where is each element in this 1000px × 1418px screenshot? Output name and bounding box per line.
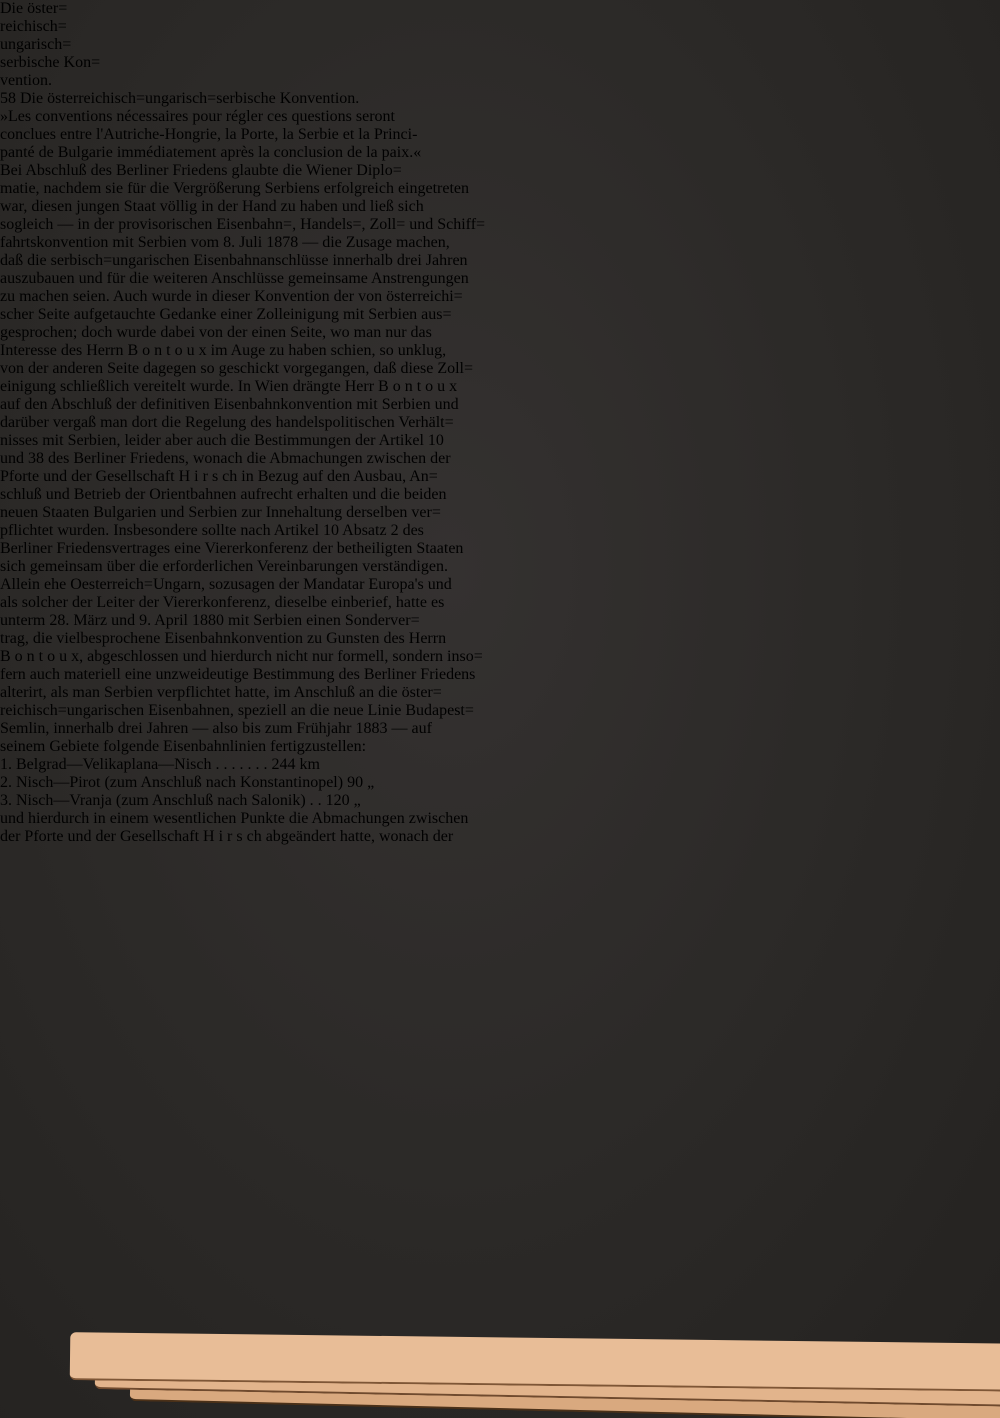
margin-note-line: Die öster= xyxy=(0,0,68,17)
dot-leader: . . xyxy=(309,792,322,809)
text-line: sogleich — in der provisorischen Eisenbahn=, Handels=, Zoll= und Schiff= xyxy=(0,216,486,233)
left-page-edges xyxy=(28,58,80,1388)
text-line: war, diesen jungen Staat völlig in der Hand zu haben und ließ sich xyxy=(0,198,424,215)
text-line: unterm 28. März und 9. April 1880 mit Serbien einen Sonderver= xyxy=(0,612,420,629)
text-line: pflichtet wurden. Insbesondere sollte nach Artikel 10 Absatz 2 des xyxy=(0,522,424,539)
text-line: Semlin, innerhalb drei Jahren — also bis zum Frühjahr 1883 — auf xyxy=(0,720,432,737)
text-line: sich gemeinsam über die erforderlichen Vereinbarungen verständigen. xyxy=(0,558,448,575)
text-line: Bei Abschluß des Berliner Friedens glaubte die Wiener Diplo= xyxy=(0,162,402,179)
text-line: einigung schließlich vereitelt wurde. In Wien drängte Herr B o n t o u x xyxy=(0,378,458,395)
text-line: »Les conventions nécessaires pour régler ces questions seront xyxy=(0,108,395,125)
text-line: als solcher der Leiter der Viererkonferenz, dieselbe einberief, hatte es xyxy=(0,594,445,611)
text-line: trag, die vielbesprochene Eisenbahnkonvention zu Gunsten des Herrn xyxy=(0,630,447,647)
text-line: reichisch=ungarischen Eisenbahnen, speziell an die neue Linie Budapest= xyxy=(0,702,474,719)
text-line: scher Seite aufgetauchte Gedanke einer Zolleinigung mit Serbien aus= xyxy=(0,306,452,323)
text-line: daß die serbisch=ungarischen Eisenbahnanschlüsse innerhalb drei Jahren xyxy=(0,252,468,269)
text-line: seinem Gebiete folgende Eisenbahnlinien fertigzustellen: xyxy=(0,738,367,755)
margin-note-line: vention. xyxy=(0,72,52,89)
text-line: auf den Abschluß der definitiven Eisenbahnkonvention mit Serbien und xyxy=(0,396,459,413)
railway-list-item xyxy=(0,792,1000,810)
margin-note-line: ungarisch= xyxy=(0,36,72,53)
text-line: Allein ehe Oesterreich=Ungarn, sozusagen der Mandatar Europa's und xyxy=(0,576,452,593)
text-line: schluß und Betrieb der Orientbahnen aufrecht erhalten und die beiden xyxy=(0,486,447,503)
railway-list-item xyxy=(0,756,1000,774)
closing-paragraph xyxy=(0,810,1000,846)
railway-route: 1. Belgrad—Velikaplana—Nisch xyxy=(0,756,212,773)
text-line: neuen Staaten Bulgarien und Serbien zur Innehaltung derselben ver= xyxy=(0,504,441,521)
text-line: matie, nachdem sie für die Vergrößerung Serbiens erfolgreich eingetreten xyxy=(0,180,470,197)
text-line: B o n t o u x, abgeschlossen und hierdurch nicht nur formell, sondern inso= xyxy=(0,648,483,665)
text-line: der Pforte und der Gesellschaft H i r s ch abgeändert hatte, wonach der xyxy=(0,828,454,845)
text-line: auszubauen und für die weiteren Anschlüsse gemeinsame Anstrengungen xyxy=(0,270,469,287)
french-quotation xyxy=(0,108,1000,162)
running-title: Die österreichisch=ungarisch=serbische Konvention. xyxy=(20,90,360,107)
dot-leader: . . . . . . . xyxy=(215,756,268,773)
railway-route: 2. Nisch—Pirot (zum Anschluß nach Konstantinopel) xyxy=(0,774,344,791)
margin-note-line: reichisch= xyxy=(0,18,67,35)
text-line: nisses mit Serbien, leider aber auch die Bestimmungen der Artikel 10 xyxy=(0,432,444,449)
page-number: 58 xyxy=(0,90,16,107)
page-header xyxy=(0,90,1000,108)
text-line: fern auch materiell eine unzweideutige Bestimmung des Berliner Friedens xyxy=(0,666,476,683)
railway-distance: 244 km xyxy=(271,756,320,773)
railway-list xyxy=(0,756,1000,810)
text-line: panté de Bulgarie immédiatement après la conclusion de la paix.« xyxy=(0,144,422,161)
railway-distance: 90 „ xyxy=(347,774,375,791)
text-line: und hierdurch in einem wesentlichen Punkte die Abmachungen zwischen xyxy=(0,810,469,827)
text-line: Pforte und der Gesellschaft H i r s ch in Bezug auf den Ausbau, An= xyxy=(0,468,438,485)
railway-distance: 120 „ xyxy=(325,792,361,809)
page-text xyxy=(0,90,1000,846)
text-line: und 38 des Berliner Friedens, wonach die Abmachungen zwischen der xyxy=(0,450,451,467)
margin-note xyxy=(0,0,1000,90)
railway-route: 3. Nisch—Vranja (zum Anschluß nach Salonik) xyxy=(0,792,306,809)
railway-list-item xyxy=(0,774,1000,792)
text-line: Interesse des Herrn B o n t o u x im Auge zu haben schien, so unklug, xyxy=(0,342,447,359)
text-line: darüber vergaß man dort die Regelung des handelspolitischen Verhält= xyxy=(0,414,454,431)
text-line: alterirt, als man Serbien verpflichtet hatte, im Anschluß an die öster= xyxy=(0,684,442,701)
text-line: conclues entre l'Autriche-Hongrie, la Porte, la Serbie et la Princi- xyxy=(0,126,418,143)
text-line: Berliner Friedensvertrages eine Viererkonferenz der betheiligten Staaten xyxy=(0,540,464,557)
text-line: fahrtskonvention mit Serbien vom 8. Juli 1878 — die Zusage machen, xyxy=(0,234,450,251)
body-paragraph xyxy=(0,162,1000,756)
text-line: von der anderen Seite dagegen so geschickt vorgegangen, daß diese Zoll= xyxy=(0,360,474,377)
margin-note-line: serbische Kon= xyxy=(0,54,101,71)
text-line: zu machen seien. Auch wurde in dieser Konvention der von österreichi= xyxy=(0,288,463,305)
text-line: gesprochen; doch wurde dabei von der einen Seite, wo man nur das xyxy=(0,324,432,341)
